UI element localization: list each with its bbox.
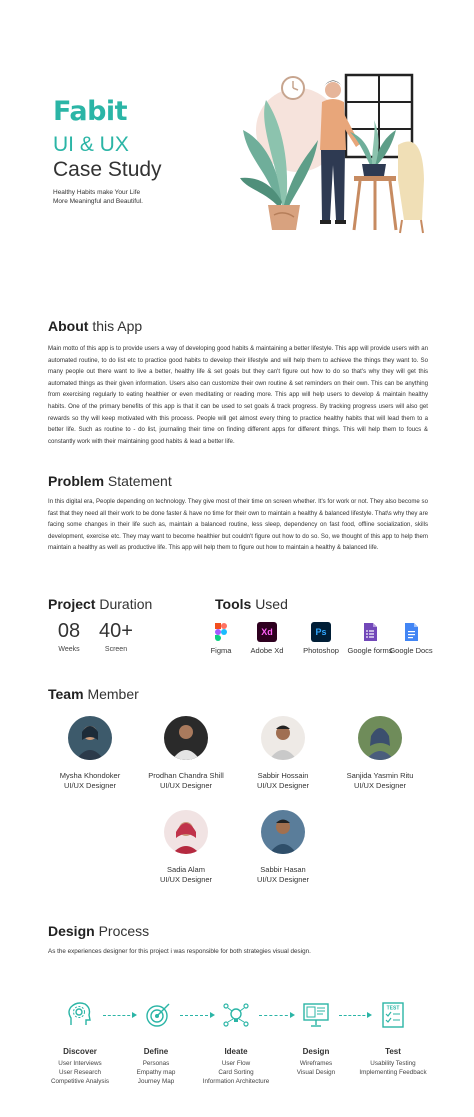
- process-step-ideate: [196, 1031, 276, 1086]
- duration-screens: [96, 620, 136, 653]
- team-member: [228, 716, 338, 791]
- step-item: Competitive Analysis: [50, 1078, 110, 1085]
- tools-title: [215, 596, 288, 612]
- hero-tagline: [53, 188, 143, 206]
- tool-figma: [198, 622, 244, 655]
- duration-screens-value: 40+: [99, 620, 133, 642]
- duration-title-light: Duration: [99, 596, 153, 612]
- tool-photoshop: [298, 622, 344, 655]
- avatar: [164, 716, 208, 760]
- member-name: Sanjida Yasmin Ritu: [346, 771, 414, 780]
- app-logo: Fabit: [53, 96, 128, 127]
- problem-text: In this digital era, People depending on technology. They give most of their time on screen whether. It's for work or not. They also become so fast that they need all their work to be done faster & have no time for their own to maintain a healthy & balanced lifestyle. That\s why they are facing some changes in their life such as, maintain a balanced routine, less sleep, dependency on fast food, offline socialization, skills development, exercise etc. They may want to become healthier but couldn't figure out how to do so. So, we thought of this app to help them maintain a healthy as well as productive life. This app will help them to figure out how to maintain a healthy & balanced life.: [48, 498, 428, 552]
- tool-google-docs: [388, 622, 434, 655]
- tools-title-bold: Tools: [215, 596, 252, 612]
- process-intro: As the experiences designer for this project i was responsible for both strategies visual design.: [48, 948, 311, 955]
- step-item: Implementing Feedback: [359, 1069, 427, 1076]
- tool-google-docs-label: Google Docs: [389, 646, 433, 655]
- process-step-design: [276, 1031, 356, 1077]
- process-title-bold: Design: [48, 923, 95, 939]
- process-title: [48, 923, 149, 939]
- member-name: Sadia Alam: [167, 865, 205, 874]
- about-title: [48, 318, 142, 334]
- tool-google-forms-label: Google forms: [347, 646, 393, 655]
- duration-weeks-value: 08: [57, 620, 81, 642]
- tagline-line2: More Meaningful and Beautiful.: [53, 198, 143, 205]
- process-arrow: [339, 1015, 370, 1016]
- avatar: [164, 810, 208, 854]
- test-checklist-icon: [379, 1001, 407, 1029]
- avatar: [261, 716, 305, 760]
- team-member: [131, 716, 241, 791]
- problem-title-light: Statement: [107, 473, 172, 489]
- problem-title-bold: Problem: [48, 473, 105, 489]
- team-title-bold: Team: [48, 686, 84, 702]
- step-item: User Interviews: [58, 1060, 102, 1067]
- hero-title-line2: Case Study: [53, 158, 162, 181]
- step-item: Journey Map: [137, 1078, 175, 1085]
- google-forms-icon: [360, 622, 380, 642]
- process-arrow: [103, 1015, 135, 1016]
- team-member: [131, 810, 241, 885]
- tool-google-forms: [347, 622, 393, 655]
- avatar: [261, 810, 305, 854]
- tool-adobe-xd: [244, 622, 290, 655]
- duration-title-bold: Project: [48, 596, 96, 612]
- tools-title-light: Used: [255, 596, 288, 612]
- problem-title: [48, 473, 172, 489]
- google-docs-icon: [401, 622, 421, 642]
- duration-weeks: [52, 620, 86, 653]
- target-icon: [144, 1001, 172, 1029]
- step-item: Usability Testing: [370, 1060, 416, 1067]
- member-name: Mysha Khondoker: [59, 771, 121, 780]
- step-item: Information Architecture: [202, 1078, 270, 1085]
- process-step-test: [353, 1031, 433, 1077]
- team-member: [35, 716, 145, 791]
- process-step-define: [116, 1031, 196, 1086]
- about-text: Main motto of this app is to provide users a way of developing good habits & maintaining a better lifestyle. This app will provide users with an automated routine, to do list etc to practice good habits to develop their lifestyle and will help them to achieve the things they want to. So many people out there want to live a better, healthy life & set goals but they can't figure out how to do so that's why they will get this automated things as their given information. Users also can customize their own routine & set reminders on their own. This can be anything from exercising regularly to eating healthier or even meditating or reading more. This app will help users to develop & maintain healthy habits. One of the primary benefits of this app is that it can be used to set goals & track progress. By tracking progress users will also get rewards so thy will keep motivated with this process. People will get almost every thing to practice healthy habits that will lead them to a better life. Such as routine to - do list, journaling their time on finding different apps for different things. This will help them to foucs & constantly work with their maintaining good habits & lead a better life.: [48, 345, 428, 445]
- team-title: [48, 686, 139, 702]
- tool-figma-label: Figma: [210, 646, 232, 655]
- team-member: [325, 716, 435, 791]
- member-name: Sabbir Hasan: [260, 865, 306, 874]
- duration-weeks-label: Weeks: [58, 646, 80, 653]
- duration-screens-label: Screen: [104, 646, 128, 653]
- tool-photoshop-label: Photoshop: [303, 646, 339, 655]
- step-title: Design: [302, 1047, 330, 1056]
- team-member: [228, 810, 338, 885]
- step-item: Wireframes: [299, 1060, 333, 1067]
- adobe-xd-icon: Xd: [257, 622, 277, 642]
- step-item: Personas: [142, 1060, 170, 1067]
- tool-adobe-xd-label: Adobe Xd: [250, 646, 284, 655]
- svg-text:TEST: TEST: [386, 1005, 400, 1012]
- step-item: User Flow: [221, 1060, 251, 1067]
- member-name: Prodhan Chandra Shill: [148, 771, 224, 780]
- process-step-discover: [40, 1031, 120, 1086]
- team-title-light: Member: [87, 686, 139, 702]
- step-item: Empathy map: [136, 1069, 176, 1076]
- process-title-light: Process: [98, 923, 150, 939]
- idea-network-icon: [222, 1001, 250, 1029]
- step-title: Discover: [63, 1047, 97, 1056]
- hero-title-line1: UI & UX: [53, 133, 129, 156]
- member-role: UI/UX Designer: [63, 781, 117, 790]
- figma-icon: [211, 622, 231, 642]
- step-title: Test: [385, 1047, 401, 1056]
- avatar: [68, 716, 112, 760]
- member-role: UI/UX Designer: [159, 875, 213, 884]
- member-role: UI/UX Designer: [256, 781, 310, 790]
- photoshop-icon: Ps: [311, 622, 331, 642]
- step-item: Visual Design: [296, 1069, 336, 1076]
- step-item: User Research: [59, 1069, 101, 1076]
- step-item: Card Sorting: [218, 1069, 254, 1076]
- process-arrow: [180, 1015, 213, 1016]
- hero-illustration: [238, 70, 428, 235]
- monitor-design-icon: [302, 1001, 330, 1029]
- head-gears-icon: [66, 1001, 94, 1029]
- member-role: UI/UX Designer: [159, 781, 213, 790]
- avatar: [358, 716, 402, 760]
- step-title: Ideate: [224, 1047, 248, 1056]
- member-role: UI/UX Designer: [256, 875, 310, 884]
- process-arrow: [259, 1015, 293, 1016]
- member-name: Sabbir Hossain: [257, 771, 309, 780]
- step-title: Define: [143, 1047, 169, 1056]
- duration-title: [48, 596, 152, 612]
- tagline-line1: Healthy Habits make Your Life: [53, 189, 141, 196]
- about-title-bold: About: [48, 318, 89, 334]
- about-title-light: this App: [92, 318, 143, 334]
- member-role: UI/UX Designer: [353, 781, 407, 790]
